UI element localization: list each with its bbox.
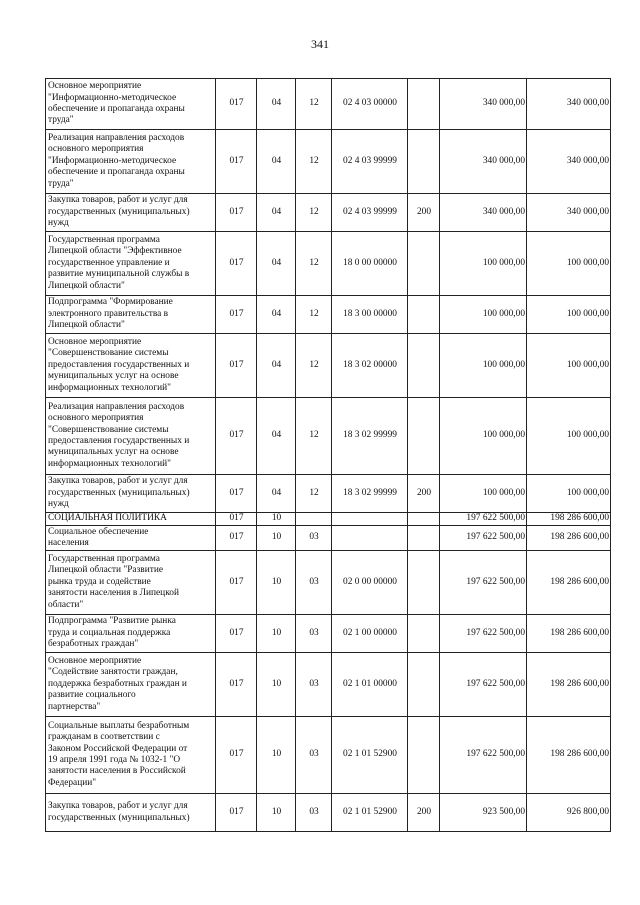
row-section-code: 10: [257, 615, 296, 653]
row-ministry-code: 017: [216, 794, 257, 832]
row-amount-second: 100 000,00: [527, 232, 611, 296]
row-target-article: 18 3 02 99999: [332, 398, 408, 475]
row-target-article: 02 1 01 00000: [332, 653, 408, 717]
row-expense-type: [408, 334, 440, 398]
row-target-article: 02 4 03 00000: [332, 79, 408, 130]
row-amount-first: 340 000,00: [440, 194, 527, 232]
row-ministry-code: 017: [216, 717, 257, 794]
row-expense-type: [408, 513, 440, 526]
table-row: [46, 551, 611, 615]
row-amount-second: 340 000,00: [527, 130, 611, 194]
row-section-code: 04: [257, 475, 296, 513]
table-row: [46, 334, 611, 398]
budget-table: [45, 78, 611, 832]
row-section-code: 10: [257, 717, 296, 794]
page-number: 341: [311, 37, 329, 51]
row-amount-second: 100 000,00: [527, 296, 611, 334]
row-subsection-code: 03: [296, 653, 332, 717]
row-amount-first: 100 000,00: [440, 232, 527, 296]
row-section-code: 04: [257, 296, 296, 334]
row-target-article: 02 4 03 99999: [332, 130, 408, 194]
row-ministry-code: 017: [216, 615, 257, 653]
row-target-article: [332, 513, 408, 526]
row-name-cell: Подпрограмма "Формирование электронного правительства в Липецкой области": [46, 296, 216, 334]
row-amount-second: 100 000,00: [527, 475, 611, 513]
table-row: [46, 194, 611, 232]
row-expense-type: [408, 232, 440, 296]
row-subsection-code: 12: [296, 130, 332, 194]
row-amount-first: 197 622 500,00: [440, 653, 527, 717]
table-row: [46, 296, 611, 334]
row-section-code: 10: [257, 526, 296, 551]
row-subsection-code: 12: [296, 398, 332, 475]
table-row: [46, 794, 611, 832]
row-ministry-code: 017: [216, 334, 257, 398]
row-amount-second: 198 286 600,00: [527, 615, 611, 653]
row-section-code: 04: [257, 130, 296, 194]
row-subsection-code: 12: [296, 475, 332, 513]
row-amount-first: 340 000,00: [440, 130, 527, 194]
row-target-article: [332, 526, 408, 551]
row-amount-first: 100 000,00: [440, 296, 527, 334]
table-row: [46, 653, 611, 717]
row-name-cell: Социальные выплаты безработным гражданам в соответствии с Законом Российской Федерации от 19 апреля 1991 года № 1032-1 "О занятости населения в Российской Федерации": [46, 717, 216, 794]
row-target-article: 18 3 00 00000: [332, 296, 408, 334]
row-expense-type: [408, 296, 440, 334]
row-amount-second: 198 286 600,00: [527, 513, 611, 526]
row-expense-type: [408, 653, 440, 717]
table-row: [46, 130, 611, 194]
row-section-code: 10: [257, 653, 296, 717]
row-amount-second: 100 000,00: [527, 398, 611, 475]
row-subsection-code: 03: [296, 615, 332, 653]
row-target-article: 18 3 02 00000: [332, 334, 408, 398]
row-subsection-code: 03: [296, 794, 332, 832]
row-ministry-code: 017: [216, 232, 257, 296]
row-section-code: 04: [257, 79, 296, 130]
row-amount-first: 197 622 500,00: [440, 526, 527, 551]
row-name-cell: Закупка товаров, работ и услуг для государственных (муниципальных) нужд: [46, 475, 216, 513]
table-row: [46, 513, 611, 526]
row-amount-first: 923 500,00: [440, 794, 527, 832]
row-name-cell: Закупка товаров, работ и услуг для государственных (муниципальных): [46, 794, 216, 832]
row-expense-type: 200: [408, 475, 440, 513]
row-amount-first: 100 000,00: [440, 475, 527, 513]
row-subsection-code: 12: [296, 194, 332, 232]
row-expense-type: [408, 130, 440, 194]
row-ministry-code: 017: [216, 513, 257, 526]
row-amount-second: 100 000,00: [527, 334, 611, 398]
row-target-article: 02 4 03 99999: [332, 194, 408, 232]
row-name-cell: Реализация направления расходов основного мероприятия "Информационно-методическое обеспечение и пропаганда охраны труда": [46, 130, 216, 194]
row-expense-type: [408, 398, 440, 475]
table-row: [46, 79, 611, 130]
row-subsection-code: 12: [296, 334, 332, 398]
table-row: [46, 717, 611, 794]
row-amount-second: 198 286 600,00: [527, 551, 611, 615]
row-ministry-code: 017: [216, 296, 257, 334]
row-name-cell: Основное мероприятие "Содействие занятости граждан, поддержка безработных граждан и развитие социального партнерства": [46, 653, 216, 717]
row-amount-first: 100 000,00: [440, 398, 527, 475]
row-section-code: 10: [257, 513, 296, 526]
row-amount-first: 197 622 500,00: [440, 615, 527, 653]
row-ministry-code: 017: [216, 551, 257, 615]
row-expense-type: 200: [408, 794, 440, 832]
row-amount-second: 926 800,00: [527, 794, 611, 832]
table-row: [46, 526, 611, 551]
row-subsection-code: 12: [296, 232, 332, 296]
row-name-cell: Основное мероприятие "Информационно-методическое обеспечение и пропаганда охраны труда": [46, 79, 216, 130]
row-amount-first: 197 622 500,00: [440, 717, 527, 794]
row-ministry-code: 017: [216, 475, 257, 513]
row-target-article: 18 0 00 00000: [332, 232, 408, 296]
row-name-cell: Государственная программа Липецкой области "Эффективное государственное управление и развитие муниципальной службы в Липецкой области": [46, 232, 216, 296]
row-amount-first: 197 622 500,00: [440, 551, 527, 615]
row-section-code: 04: [257, 334, 296, 398]
row-ministry-code: 017: [216, 653, 257, 717]
row-target-article: 02 1 00 00000: [332, 615, 408, 653]
row-ministry-code: 017: [216, 79, 257, 130]
row-target-article: 02 1 01 52900: [332, 794, 408, 832]
row-section-code: 10: [257, 794, 296, 832]
row-amount-second: 198 286 600,00: [527, 717, 611, 794]
row-amount-second: 340 000,00: [527, 79, 611, 130]
row-subsection-code: 03: [296, 526, 332, 551]
row-amount-second: 340 000,00: [527, 194, 611, 232]
table-row: [46, 232, 611, 296]
row-ministry-code: 017: [216, 194, 257, 232]
row-amount-first: 340 000,00: [440, 79, 527, 130]
row-amount-first: 100 000,00: [440, 334, 527, 398]
row-name-cell: Социальное обеспечение населения: [46, 526, 216, 551]
row-subsection-code: 12: [296, 79, 332, 130]
row-expense-type: [408, 79, 440, 130]
row-amount-second: 198 286 600,00: [527, 526, 611, 551]
row-expense-type: [408, 526, 440, 551]
row-ministry-code: 017: [216, 130, 257, 194]
budget-table-body: [46, 79, 611, 832]
row-ministry-code: 017: [216, 398, 257, 475]
row-name-cell: Реализация направления расходов основного мероприятия "Совершенствование системы предоставления государственных и муниципальных услуг на основе информационных технологий": [46, 398, 216, 475]
row-ministry-code: 017: [216, 526, 257, 551]
row-subsection-code: [296, 513, 332, 526]
row-target-article: 02 1 01 52900: [332, 717, 408, 794]
row-subsection-code: 03: [296, 717, 332, 794]
row-name-cell: Закупка товаров, работ и услуг для государственных (муниципальных) нужд: [46, 194, 216, 232]
row-name-cell: СОЦИАЛЬНАЯ ПОЛИТИКА: [46, 513, 216, 526]
table-row: [46, 615, 611, 653]
row-amount-first: 197 622 500,00: [440, 513, 527, 526]
row-expense-type: 200: [408, 194, 440, 232]
row-section-code: 04: [257, 194, 296, 232]
row-name-cell: Подпрограмма "Развитие рынка труда и социальная поддержка безработных граждан": [46, 615, 216, 653]
row-section-code: 04: [257, 232, 296, 296]
row-subsection-code: 12: [296, 296, 332, 334]
row-name-cell: Государственная программа Липецкой области "Развитие рынка труда и содействие занятости населения в Липецкой области": [46, 551, 216, 615]
row-expense-type: [408, 551, 440, 615]
table-row: [46, 398, 611, 475]
table-row: [46, 475, 611, 513]
row-target-article: 02 0 00 00000: [332, 551, 408, 615]
row-subsection-code: 03: [296, 551, 332, 615]
row-name-cell: Основное мероприятие "Совершенствование системы предоставления государственных и муниципальных услуг на основе информационных технологий": [46, 334, 216, 398]
row-amount-second: 198 286 600,00: [527, 653, 611, 717]
row-expense-type: [408, 717, 440, 794]
row-expense-type: [408, 615, 440, 653]
row-section-code: 10: [257, 551, 296, 615]
row-section-code: 04: [257, 398, 296, 475]
row-target-article: 18 3 02 99999: [332, 475, 408, 513]
